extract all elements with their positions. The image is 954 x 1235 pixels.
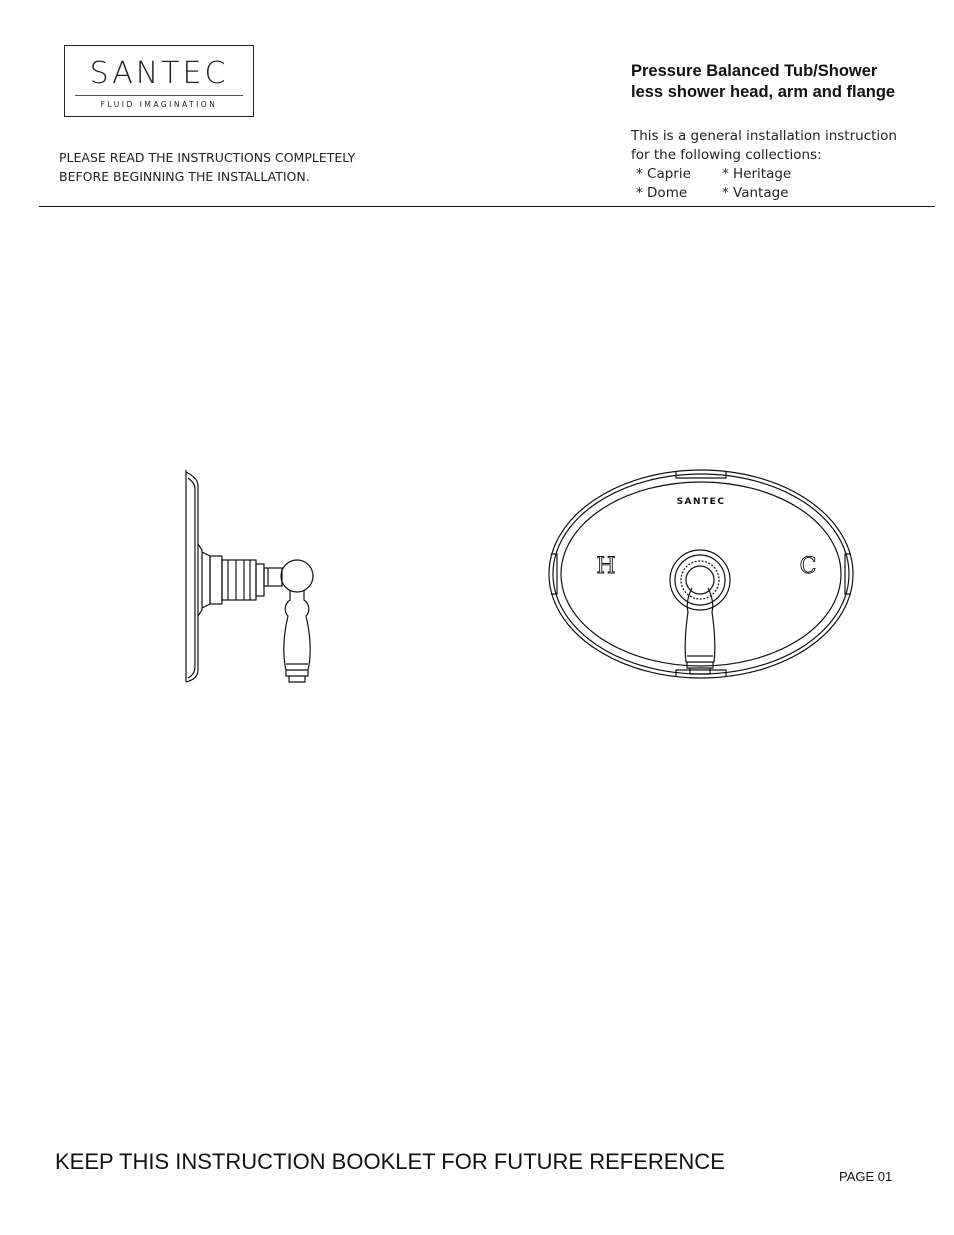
collections-row-2	[631, 184, 897, 203]
collection-item: * Caprie	[636, 166, 691, 182]
collections-row-1	[631, 165, 897, 184]
cold-label: C	[799, 554, 817, 579]
intro-line-1: This is a general installation instruction	[631, 128, 897, 144]
logo-tagline: FLUID IMAGINATION	[100, 100, 218, 109]
product-title-line-2: less shower head, arm and flange	[631, 83, 896, 101]
collection-item: * Heritage	[722, 166, 792, 182]
product-title	[631, 61, 895, 103]
collection-item: * Dome	[636, 185, 688, 201]
santec-logo	[64, 45, 254, 117]
header-divider	[39, 206, 935, 207]
read-instructions-note	[59, 148, 355, 186]
collections-intro	[631, 127, 897, 203]
read-note-line-2: BEFORE BEGINNING THE INSTALLATION.	[59, 169, 310, 184]
logo-divider	[75, 95, 243, 96]
collection-item: * Vantage	[722, 185, 789, 201]
hot-label: H	[596, 554, 616, 579]
read-note-line-1: PLEASE READ THE INSTRUCTIONS COMPLETELY	[59, 150, 356, 165]
intro-line-2: for the following collections:	[631, 147, 822, 163]
valve-side-view-drawing	[180, 464, 330, 689]
plate-brand-label: SANTEC	[676, 497, 726, 507]
logo-wordmark: SANTEC	[89, 56, 229, 91]
valve-front-view-drawing	[546, 466, 856, 682]
product-title-line-1: Pressure Balanced Tub/Shower	[631, 62, 878, 80]
keep-booklet-note: KEEP THIS INSTRUCTION BOOKLET FOR FUTURE REFERENCE	[55, 1149, 725, 1174]
page-number: PAGE 01	[839, 1169, 893, 1184]
